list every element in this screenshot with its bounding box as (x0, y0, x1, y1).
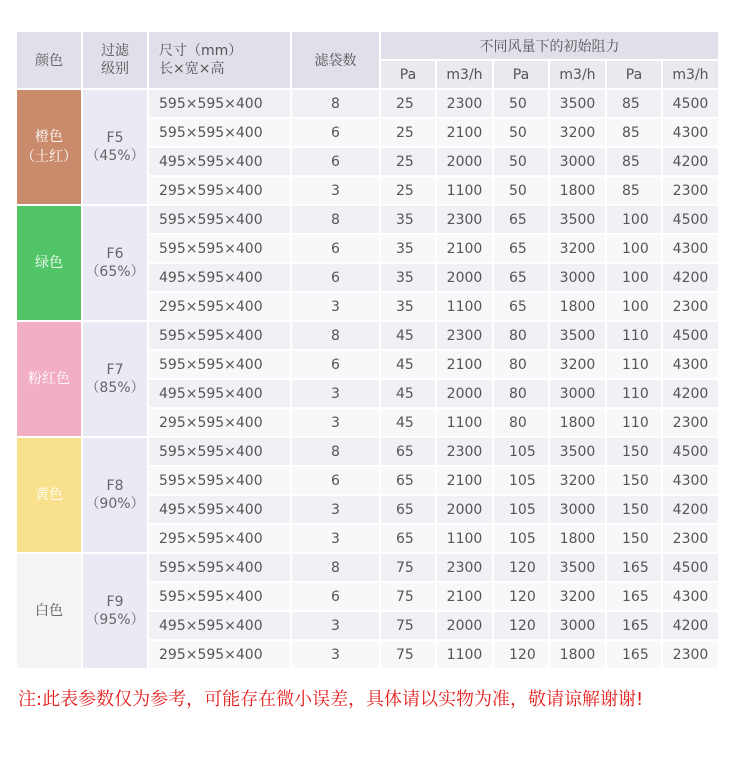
cell-flow-2: 3500 (550, 90, 605, 117)
cell-pa-1: 25 (381, 177, 435, 204)
cell-pa-2: 50 (494, 177, 548, 204)
cell-bags: 3 (292, 496, 379, 523)
cell-pa-3: 85 (607, 148, 661, 175)
cell-flow-3: 4200 (663, 496, 718, 523)
cell-pa-3: 110 (607, 351, 661, 378)
cell-flow-2: 1800 (550, 525, 605, 552)
cell-flow-2: 3200 (550, 583, 605, 610)
cell-pa-2: 50 (494, 148, 548, 175)
cell-flow-3: 2300 (663, 641, 718, 668)
cell-bags: 8 (292, 438, 379, 465)
cell-pa-3: 85 (607, 177, 661, 204)
cell-pa-3: 165 (607, 641, 661, 668)
cell-flow-2: 1800 (550, 293, 605, 320)
cell-flow-1: 1100 (437, 641, 492, 668)
cell-pa-1: 35 (381, 206, 435, 233)
filter-efficiency: （90%） (85, 496, 145, 512)
cell-pa-3: 85 (607, 119, 661, 146)
color-name: 白色 (35, 603, 63, 619)
cell-pa-2: 65 (494, 264, 548, 291)
color-name: 粉红色 (28, 371, 70, 387)
cell-bags: 8 (292, 90, 379, 117)
cell-pa-3: 150 (607, 438, 661, 465)
cell-flow-3: 4200 (663, 612, 718, 639)
disclaimer-note: 注:此表参数仅为参考，可能存在微小误差，具体请以实物为准，敬请谅解谢谢! (18, 689, 644, 710)
cell-size: 595×595×400 (149, 554, 290, 581)
color-swatch-cell (17, 322, 81, 436)
cell-bags: 6 (292, 583, 379, 610)
cell-pa-2: 50 (494, 119, 548, 146)
color-name: 橙色 (35, 129, 63, 145)
cell-flow-3: 4500 (663, 90, 718, 117)
cell-pa-1: 65 (381, 467, 435, 494)
cell-flow-2: 3000 (550, 496, 605, 523)
cell-pa-2: 65 (494, 235, 548, 262)
cell-flow-1: 2300 (437, 322, 492, 349)
cell-flow-3: 4200 (663, 148, 718, 175)
cell-bags: 6 (292, 148, 379, 175)
cell-flow-2: 1800 (550, 177, 605, 204)
cell-size: 595×595×400 (149, 119, 290, 146)
header-grade-l2: 级别 (101, 61, 129, 77)
cell-pa-1: 75 (381, 641, 435, 668)
cell-flow-2: 3000 (550, 264, 605, 291)
cell-size: 495×595×400 (149, 148, 290, 175)
cell-bags: 6 (292, 264, 379, 291)
cell-flow-2: 1800 (550, 641, 605, 668)
spec-table (15, 30, 720, 670)
cell-pa-1: 45 (381, 380, 435, 407)
cell-pa-1: 25 (381, 148, 435, 175)
cell-size: 495×595×400 (149, 496, 290, 523)
cell-bags: 3 (292, 641, 379, 668)
cell-pa-3: 100 (607, 264, 661, 291)
header-grade (83, 32, 147, 88)
cell-size: 595×595×400 (149, 322, 290, 349)
color-swatch-cell (17, 90, 81, 204)
header-bags: 滤袋数 (292, 32, 379, 88)
cell-bags: 6 (292, 467, 379, 494)
cell-size: 595×595×400 (149, 467, 290, 494)
filter-grade-cell (83, 206, 147, 320)
cell-flow-3: 4500 (663, 322, 718, 349)
cell-flow-1: 2300 (437, 554, 492, 581)
subheader-pa-2: Pa (494, 61, 548, 88)
cell-pa-1: 25 (381, 90, 435, 117)
cell-bags: 3 (292, 380, 379, 407)
cell-pa-1: 45 (381, 409, 435, 436)
cell-pa-3: 100 (607, 235, 661, 262)
cell-pa-2: 80 (494, 351, 548, 378)
cell-bags: 3 (292, 177, 379, 204)
cell-pa-2: 65 (494, 206, 548, 233)
filter-grade: F5 (106, 130, 124, 146)
cell-size: 295×595×400 (149, 293, 290, 320)
cell-flow-3: 4300 (663, 583, 718, 610)
cell-flow-1: 2100 (437, 583, 492, 610)
table-body (17, 90, 718, 668)
filter-grade: F9 (106, 594, 124, 610)
cell-pa-3: 110 (607, 322, 661, 349)
filter-efficiency: （65%） (85, 264, 145, 280)
cell-flow-1: 2000 (437, 612, 492, 639)
cell-flow-2: 3000 (550, 380, 605, 407)
cell-flow-1: 2000 (437, 496, 492, 523)
cell-flow-2: 3200 (550, 467, 605, 494)
cell-flow-1: 2100 (437, 235, 492, 262)
cell-pa-3: 110 (607, 409, 661, 436)
cell-flow-1: 2300 (437, 206, 492, 233)
cell-flow-1: 2100 (437, 351, 492, 378)
filter-grade: F8 (106, 478, 124, 494)
cell-bags: 6 (292, 119, 379, 146)
cell-size: 295×595×400 (149, 409, 290, 436)
cell-pa-2: 80 (494, 380, 548, 407)
cell-flow-1: 1100 (437, 177, 492, 204)
cell-flow-2: 3200 (550, 351, 605, 378)
cell-pa-2: 65 (494, 293, 548, 320)
cell-flow-3: 4300 (663, 467, 718, 494)
cell-flow-2: 3200 (550, 235, 605, 262)
cell-pa-3: 165 (607, 554, 661, 581)
cell-pa-2: 120 (494, 612, 548, 639)
cell-flow-1: 1100 (437, 409, 492, 436)
cell-pa-1: 45 (381, 351, 435, 378)
cell-pa-3: 150 (607, 496, 661, 523)
header-resistance: 不同风量下的初始阻力 (381, 32, 718, 59)
cell-flow-3: 4500 (663, 554, 718, 581)
cell-pa-2: 80 (494, 322, 548, 349)
filter-grade-cell (83, 90, 147, 204)
header-size (149, 32, 290, 88)
cell-flow-1: 2300 (437, 90, 492, 117)
filter-efficiency: （85%） (85, 380, 145, 396)
filter-grade-cell (83, 322, 147, 436)
cell-flow-2: 3500 (550, 322, 605, 349)
cell-bags: 8 (292, 554, 379, 581)
cell-size: 295×595×400 (149, 525, 290, 552)
filter-efficiency: （95%） (85, 612, 145, 628)
color-swatch-cell (17, 206, 81, 320)
cell-pa-1: 65 (381, 438, 435, 465)
cell-bags: 6 (292, 351, 379, 378)
cell-pa-1: 65 (381, 496, 435, 523)
cell-pa-3: 165 (607, 612, 661, 639)
cell-pa-2: 120 (494, 641, 548, 668)
subheader-flow-1: m3/h (437, 61, 492, 88)
cell-size: 295×595×400 (149, 177, 290, 204)
cell-pa-2: 105 (494, 525, 548, 552)
cell-flow-3: 4300 (663, 351, 718, 378)
cell-size: 595×595×400 (149, 235, 290, 262)
cell-pa-3: 150 (607, 525, 661, 552)
cell-flow-1: 2300 (437, 438, 492, 465)
header-size-l1: 尺寸（mm） (159, 43, 243, 59)
cell-flow-2: 3500 (550, 554, 605, 581)
color-name: 黄色 (35, 487, 63, 503)
cell-flow-2: 3500 (550, 206, 605, 233)
cell-flow-2: 3500 (550, 438, 605, 465)
filter-grade: F6 (106, 246, 124, 262)
table-row (17, 322, 718, 349)
cell-pa-1: 25 (381, 119, 435, 146)
cell-flow-3: 2300 (663, 525, 718, 552)
cell-pa-3: 100 (607, 293, 661, 320)
cell-pa-1: 35 (381, 293, 435, 320)
subheader-flow-3: m3/h (663, 61, 718, 88)
cell-size: 495×595×400 (149, 612, 290, 639)
cell-pa-1: 75 (381, 612, 435, 639)
cell-flow-2: 3200 (550, 119, 605, 146)
cell-flow-1: 1100 (437, 293, 492, 320)
color-name: 绿色 (35, 255, 63, 271)
cell-pa-1: 75 (381, 554, 435, 581)
cell-size: 495×595×400 (149, 264, 290, 291)
cell-size: 595×595×400 (149, 90, 290, 117)
cell-pa-3: 100 (607, 206, 661, 233)
cell-flow-3: 2300 (663, 177, 718, 204)
cell-flow-3: 4300 (663, 235, 718, 262)
cell-flow-1: 2100 (437, 119, 492, 146)
color-name-alt: （土红） (21, 149, 77, 165)
filter-grade-cell (83, 554, 147, 668)
cell-flow-1: 2000 (437, 264, 492, 291)
cell-flow-2: 3000 (550, 612, 605, 639)
table-row (17, 554, 718, 581)
cell-bags: 8 (292, 322, 379, 349)
cell-flow-3: 4200 (663, 380, 718, 407)
cell-bags: 3 (292, 612, 379, 639)
cell-size: 495×595×400 (149, 380, 290, 407)
cell-bags: 3 (292, 293, 379, 320)
filter-efficiency: （45%） (85, 148, 145, 164)
header-size-l2: 长×宽×高 (159, 61, 225, 77)
cell-bags: 3 (292, 409, 379, 436)
cell-flow-3: 2300 (663, 293, 718, 320)
color-swatch-cell (17, 438, 81, 552)
cell-size: 595×595×400 (149, 583, 290, 610)
cell-bags: 8 (292, 206, 379, 233)
cell-size: 295×595×400 (149, 641, 290, 668)
subheader-flow-2: m3/h (550, 61, 605, 88)
cell-pa-2: 120 (494, 554, 548, 581)
cell-pa-2: 50 (494, 90, 548, 117)
cell-pa-2: 80 (494, 409, 548, 436)
cell-pa-3: 165 (607, 583, 661, 610)
cell-bags: 3 (292, 525, 379, 552)
cell-flow-3: 4500 (663, 206, 718, 233)
table-row (17, 438, 718, 465)
cell-pa-2: 105 (494, 496, 548, 523)
table-row (17, 206, 718, 233)
cell-pa-1: 75 (381, 583, 435, 610)
cell-flow-3: 4300 (663, 119, 718, 146)
cell-flow-2: 1800 (550, 409, 605, 436)
cell-pa-1: 65 (381, 525, 435, 552)
header-grade-l1: 过滤 (101, 43, 129, 59)
cell-pa-2: 105 (494, 467, 548, 494)
cell-size: 595×595×400 (149, 351, 290, 378)
cell-pa-3: 85 (607, 90, 661, 117)
cell-size: 595×595×400 (149, 438, 290, 465)
cell-pa-3: 150 (607, 467, 661, 494)
subheader-pa-3: Pa (607, 61, 661, 88)
cell-bags: 6 (292, 235, 379, 262)
cell-size: 595×595×400 (149, 206, 290, 233)
cell-pa-2: 120 (494, 583, 548, 610)
cell-pa-1: 45 (381, 322, 435, 349)
cell-flow-1: 2000 (437, 380, 492, 407)
color-swatch-cell (17, 554, 81, 668)
cell-flow-1: 2100 (437, 467, 492, 494)
cell-pa-3: 110 (607, 380, 661, 407)
header-color: 颜色 (17, 32, 81, 88)
cell-pa-2: 105 (494, 438, 548, 465)
cell-pa-1: 35 (381, 235, 435, 262)
filter-grade-cell (83, 438, 147, 552)
table-row (17, 90, 718, 117)
cell-flow-1: 2000 (437, 148, 492, 175)
cell-flow-1: 1100 (437, 525, 492, 552)
cell-flow-3: 2300 (663, 409, 718, 436)
cell-flow-3: 4200 (663, 264, 718, 291)
cell-flow-2: 3000 (550, 148, 605, 175)
filter-grade: F7 (106, 362, 124, 378)
cell-pa-1: 35 (381, 264, 435, 291)
cell-flow-3: 4500 (663, 438, 718, 465)
subheader-pa-1: Pa (381, 61, 435, 88)
